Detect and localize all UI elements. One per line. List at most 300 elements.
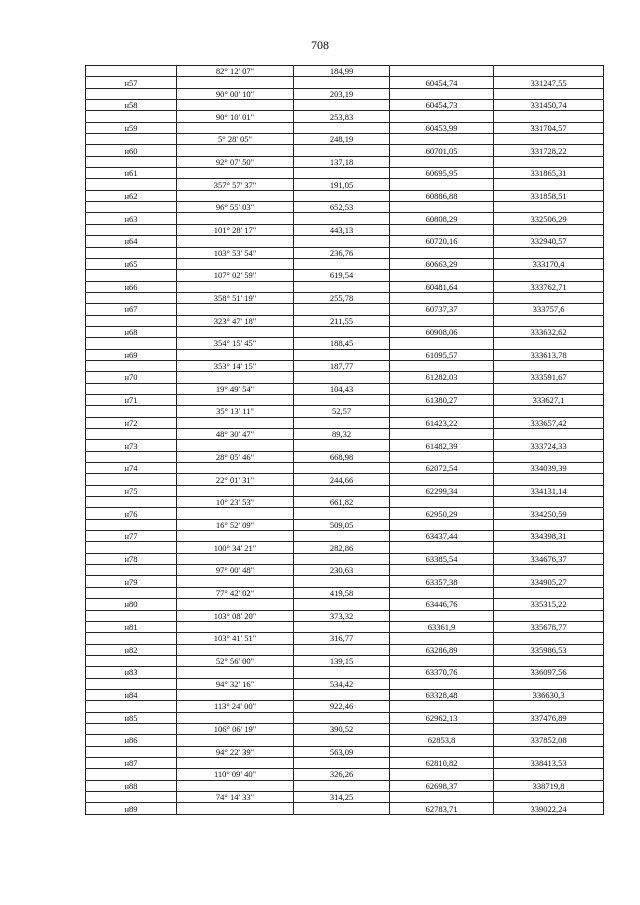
distance-cell: 326,26 xyxy=(294,769,390,780)
empty-cell xyxy=(177,213,294,224)
empty-cell xyxy=(177,258,294,269)
direction-angle-cell: 82° 12' 07" xyxy=(177,66,294,77)
segment-row xyxy=(86,542,604,553)
empty-cell xyxy=(294,77,390,88)
point-label-cell: н81 xyxy=(86,621,177,632)
distance-cell: 211,55 xyxy=(294,315,390,326)
segment-row xyxy=(86,633,604,644)
distance-cell: 922,46 xyxy=(294,701,390,712)
point-row xyxy=(86,281,604,292)
point-label-cell: н65 xyxy=(86,258,177,269)
empty-cell xyxy=(177,304,294,315)
empty-cell xyxy=(177,463,294,474)
point-label-cell: н77 xyxy=(86,531,177,542)
empty-cell xyxy=(494,723,604,734)
empty-cell xyxy=(494,701,604,712)
x-coordinate-cell: 63361,9 xyxy=(390,621,494,632)
y-coordinate-cell: 335986,53 xyxy=(494,644,604,655)
distance-cell: 236,76 xyxy=(294,247,390,258)
empty-cell xyxy=(294,372,390,383)
empty-cell xyxy=(86,519,177,530)
segment-row xyxy=(86,723,604,734)
empty-cell xyxy=(390,270,494,281)
empty-cell xyxy=(494,678,604,689)
empty-cell xyxy=(177,394,294,405)
empty-cell xyxy=(177,712,294,723)
empty-cell xyxy=(86,202,177,213)
segment-row xyxy=(86,338,604,349)
point-row xyxy=(86,531,604,542)
point-label-cell: н84 xyxy=(86,689,177,700)
y-coordinate-cell: 331858,51 xyxy=(494,190,604,201)
point-label-cell: н79 xyxy=(86,576,177,587)
y-coordinate-cell: 333591,67 xyxy=(494,372,604,383)
y-coordinate-cell: 334039,39 xyxy=(494,463,604,474)
distance-cell: 652,53 xyxy=(294,202,390,213)
page-number: 708 xyxy=(311,38,329,52)
empty-cell xyxy=(494,292,604,303)
empty-cell xyxy=(86,360,177,371)
empty-cell xyxy=(86,451,177,462)
distance-cell: 314,25 xyxy=(294,792,390,803)
point-label-cell: н73 xyxy=(86,440,177,451)
empty-cell xyxy=(177,735,294,746)
empty-cell xyxy=(494,497,604,508)
empty-cell xyxy=(177,349,294,360)
point-label-cell: н71 xyxy=(86,394,177,405)
empty-cell xyxy=(294,621,390,632)
distance-cell: 390,52 xyxy=(294,723,390,734)
segment-row xyxy=(86,746,604,757)
y-coordinate-cell: 337476,89 xyxy=(494,712,604,723)
empty-cell xyxy=(177,190,294,201)
empty-cell xyxy=(390,202,494,213)
empty-cell xyxy=(390,519,494,530)
empty-cell xyxy=(177,122,294,133)
direction-angle-cell: 5° 28' 05" xyxy=(177,134,294,145)
point-row xyxy=(86,100,604,111)
empty-cell xyxy=(86,88,177,99)
segment-row xyxy=(86,270,604,281)
distance-cell: 184,99 xyxy=(294,66,390,77)
distance-cell: 661,82 xyxy=(294,497,390,508)
empty-cell xyxy=(86,701,177,712)
point-row xyxy=(86,553,604,564)
empty-cell xyxy=(494,474,604,485)
y-coordinate-cell: 334676,37 xyxy=(494,553,604,564)
empty-cell xyxy=(294,667,390,678)
y-coordinate-cell: 334398,31 xyxy=(494,531,604,542)
point-row xyxy=(86,508,604,519)
point-row xyxy=(86,349,604,360)
point-label-cell: н67 xyxy=(86,304,177,315)
empty-cell xyxy=(86,179,177,190)
point-label-cell: н68 xyxy=(86,326,177,337)
empty-cell xyxy=(390,542,494,553)
empty-cell xyxy=(390,156,494,167)
y-coordinate-cell: 336097,56 xyxy=(494,667,604,678)
y-coordinate-cell: 331247,55 xyxy=(494,77,604,88)
empty-cell xyxy=(294,100,390,111)
point-label-cell: н61 xyxy=(86,168,177,179)
coordinates-table-body xyxy=(86,66,604,815)
point-label-cell: н57 xyxy=(86,77,177,88)
empty-cell xyxy=(177,553,294,564)
x-coordinate-cell: 61423,22 xyxy=(390,417,494,428)
y-coordinate-cell: 339022,24 xyxy=(494,803,604,814)
empty-cell xyxy=(390,474,494,485)
y-coordinate-cell: 333613,78 xyxy=(494,349,604,360)
y-coordinate-cell: 338719,8 xyxy=(494,780,604,791)
empty-cell xyxy=(177,667,294,678)
empty-cell xyxy=(86,587,177,598)
distance-cell: 230,63 xyxy=(294,565,390,576)
point-label-cell: н63 xyxy=(86,213,177,224)
x-coordinate-cell: 60663,29 xyxy=(390,258,494,269)
direction-angle-cell: 35° 13' 11" xyxy=(177,406,294,417)
segment-row xyxy=(86,88,604,99)
x-coordinate-cell: 63446,76 xyxy=(390,599,494,610)
y-coordinate-cell: 333627,1 xyxy=(494,394,604,405)
direction-angle-cell: 103° 53' 54" xyxy=(177,247,294,258)
point-label-cell: н78 xyxy=(86,553,177,564)
y-coordinate-cell: 336630,3 xyxy=(494,689,604,700)
direction-angle-cell: 113° 24' 00" xyxy=(177,701,294,712)
empty-cell xyxy=(177,77,294,88)
distance-cell: 52,57 xyxy=(294,406,390,417)
x-coordinate-cell: 62072,54 xyxy=(390,463,494,474)
point-row xyxy=(86,190,604,201)
y-coordinate-cell: 332506,29 xyxy=(494,213,604,224)
direction-angle-cell: 19° 49' 54" xyxy=(177,383,294,394)
x-coordinate-cell: 62962,13 xyxy=(390,712,494,723)
direction-angle-cell: 357° 57' 37" xyxy=(177,179,294,190)
segment-row xyxy=(86,406,604,417)
y-coordinate-cell: 333762,71 xyxy=(494,281,604,292)
empty-cell xyxy=(86,156,177,167)
empty-cell xyxy=(86,633,177,644)
segment-row xyxy=(86,474,604,485)
y-coordinate-cell: 334250,59 xyxy=(494,508,604,519)
direction-angle-cell: 94° 22' 39" xyxy=(177,746,294,757)
y-coordinate-cell: 338413,53 xyxy=(494,757,604,768)
empty-cell xyxy=(86,746,177,757)
empty-cell xyxy=(177,440,294,451)
segment-row xyxy=(86,247,604,258)
distance-cell: 137,18 xyxy=(294,156,390,167)
empty-cell xyxy=(294,735,390,746)
empty-cell xyxy=(294,349,390,360)
empty-cell xyxy=(86,406,177,417)
point-label-cell: н72 xyxy=(86,417,177,428)
point-row xyxy=(86,304,604,315)
empty-cell xyxy=(177,599,294,610)
empty-cell xyxy=(494,451,604,462)
segment-row xyxy=(86,383,604,394)
point-label-cell: н62 xyxy=(86,190,177,201)
distance-cell: 534,42 xyxy=(294,678,390,689)
empty-cell xyxy=(294,236,390,247)
point-row xyxy=(86,689,604,700)
empty-cell xyxy=(390,179,494,190)
empty-cell xyxy=(177,417,294,428)
direction-angle-cell: 358° 51' 19" xyxy=(177,292,294,303)
empty-cell xyxy=(494,769,604,780)
segment-row xyxy=(86,315,604,326)
empty-cell xyxy=(177,508,294,519)
empty-cell xyxy=(294,463,390,474)
point-label-cell: н59 xyxy=(86,122,177,133)
segment-row xyxy=(86,292,604,303)
empty-cell xyxy=(86,678,177,689)
x-coordinate-cell: 60481,64 xyxy=(390,281,494,292)
empty-cell xyxy=(177,644,294,655)
y-coordinate-cell: 331450,74 xyxy=(494,100,604,111)
empty-cell xyxy=(390,315,494,326)
point-label-cell: н88 xyxy=(86,780,177,791)
empty-cell xyxy=(294,531,390,542)
empty-cell xyxy=(177,485,294,496)
distance-cell: 619,54 xyxy=(294,270,390,281)
empty-cell xyxy=(494,247,604,258)
empty-cell xyxy=(390,224,494,235)
empty-cell xyxy=(177,621,294,632)
empty-cell xyxy=(494,746,604,757)
empty-cell xyxy=(86,292,177,303)
empty-cell xyxy=(494,270,604,281)
empty-cell xyxy=(390,610,494,621)
segment-row xyxy=(86,497,604,508)
direction-angle-cell: 110° 09' 40" xyxy=(177,769,294,780)
distance-cell: 191,05 xyxy=(294,179,390,190)
empty-cell xyxy=(390,497,494,508)
point-label-cell: н64 xyxy=(86,236,177,247)
empty-cell xyxy=(494,633,604,644)
empty-cell xyxy=(494,134,604,145)
segment-row xyxy=(86,678,604,689)
y-coordinate-cell: 334905,27 xyxy=(494,576,604,587)
x-coordinate-cell: 60454,74 xyxy=(390,77,494,88)
distance-cell: 203,19 xyxy=(294,88,390,99)
empty-cell xyxy=(177,236,294,247)
point-row xyxy=(86,463,604,474)
empty-cell xyxy=(494,383,604,394)
empty-cell xyxy=(390,633,494,644)
distance-cell: 104,43 xyxy=(294,383,390,394)
segment-row xyxy=(86,655,604,666)
empty-cell xyxy=(494,202,604,213)
empty-cell xyxy=(390,360,494,371)
empty-cell xyxy=(494,360,604,371)
y-coordinate-cell: 333724,33 xyxy=(494,440,604,451)
empty-cell xyxy=(177,372,294,383)
direction-angle-cell: 16° 52' 09" xyxy=(177,519,294,530)
direction-angle-cell: 90° 00' 10" xyxy=(177,88,294,99)
empty-cell xyxy=(177,326,294,337)
empty-cell xyxy=(86,792,177,803)
segment-row xyxy=(86,565,604,576)
empty-cell xyxy=(494,406,604,417)
empty-cell xyxy=(86,769,177,780)
direction-angle-cell: 103° 08' 20" xyxy=(177,610,294,621)
distance-cell: 316,77 xyxy=(294,633,390,644)
point-row xyxy=(86,485,604,496)
empty-cell xyxy=(294,599,390,610)
segment-row xyxy=(86,179,604,190)
direction-angle-cell: 107° 02' 59" xyxy=(177,270,294,281)
x-coordinate-cell: 63370,76 xyxy=(390,667,494,678)
empty-cell xyxy=(494,565,604,576)
x-coordinate-cell: 60695,95 xyxy=(390,168,494,179)
empty-cell xyxy=(390,429,494,440)
point-label-cell: н80 xyxy=(86,599,177,610)
empty-cell xyxy=(494,66,604,77)
empty-cell xyxy=(294,417,390,428)
empty-cell xyxy=(86,474,177,485)
x-coordinate-cell: 62810,82 xyxy=(390,757,494,768)
y-coordinate-cell: 333757,6 xyxy=(494,304,604,315)
direction-angle-cell: 106° 06' 19" xyxy=(177,723,294,734)
empty-cell xyxy=(494,519,604,530)
empty-cell xyxy=(86,134,177,145)
empty-cell xyxy=(294,757,390,768)
empty-cell xyxy=(494,429,604,440)
x-coordinate-cell: 62783,71 xyxy=(390,803,494,814)
empty-cell xyxy=(294,122,390,133)
segment-row xyxy=(86,66,604,77)
direction-angle-cell: 97° 00' 48" xyxy=(177,565,294,576)
empty-cell xyxy=(86,655,177,666)
empty-cell xyxy=(494,179,604,190)
empty-cell xyxy=(86,723,177,734)
point-label-cell: н58 xyxy=(86,100,177,111)
empty-cell xyxy=(86,429,177,440)
segment-row xyxy=(86,134,604,145)
segment-row xyxy=(86,587,604,598)
distance-cell: 253,83 xyxy=(294,111,390,122)
point-row xyxy=(86,258,604,269)
empty-cell xyxy=(390,88,494,99)
x-coordinate-cell: 60720,16 xyxy=(390,236,494,247)
distance-cell: 248,19 xyxy=(294,134,390,145)
direction-angle-cell: 74° 14' 33" xyxy=(177,792,294,803)
distance-cell: 282,86 xyxy=(294,542,390,553)
point-label-cell: н69 xyxy=(86,349,177,360)
empty-cell xyxy=(390,655,494,666)
point-row xyxy=(86,372,604,383)
x-coordinate-cell: 61482,39 xyxy=(390,440,494,451)
x-coordinate-cell: 62950,29 xyxy=(390,508,494,519)
y-coordinate-cell: 334131,14 xyxy=(494,485,604,496)
empty-cell xyxy=(390,383,494,394)
direction-angle-cell: 77° 42' 02" xyxy=(177,587,294,598)
y-coordinate-cell: 332940,57 xyxy=(494,236,604,247)
empty-cell xyxy=(86,270,177,281)
empty-cell xyxy=(86,383,177,394)
direction-angle-cell: 52° 56' 00" xyxy=(177,655,294,666)
distance-cell: 373,32 xyxy=(294,610,390,621)
empty-cell xyxy=(494,792,604,803)
point-label-cell: н86 xyxy=(86,735,177,746)
segment-row xyxy=(86,451,604,462)
point-row xyxy=(86,440,604,451)
empty-cell xyxy=(86,610,177,621)
direction-angle-cell: 22° 01' 31" xyxy=(177,474,294,485)
empty-cell xyxy=(294,394,390,405)
empty-cell xyxy=(294,190,390,201)
point-label-cell: н85 xyxy=(86,712,177,723)
distance-cell: 187,77 xyxy=(294,360,390,371)
empty-cell xyxy=(390,792,494,803)
direction-angle-cell: 354° 15' 45" xyxy=(177,338,294,349)
empty-cell xyxy=(177,803,294,814)
point-label-cell: н74 xyxy=(86,463,177,474)
point-label-cell: н82 xyxy=(86,644,177,655)
segment-row xyxy=(86,111,604,122)
empty-cell xyxy=(390,587,494,598)
point-row xyxy=(86,712,604,723)
direction-angle-cell: 323° 47' 18" xyxy=(177,315,294,326)
segment-row xyxy=(86,429,604,440)
empty-cell xyxy=(494,542,604,553)
direction-angle-cell: 100° 34' 21" xyxy=(177,542,294,553)
direction-angle-cell: 90° 10' 01" xyxy=(177,111,294,122)
y-coordinate-cell: 335315,22 xyxy=(494,599,604,610)
empty-cell xyxy=(177,531,294,542)
direction-angle-cell: 28° 05' 46" xyxy=(177,451,294,462)
empty-cell xyxy=(294,712,390,723)
empty-cell xyxy=(294,508,390,519)
y-coordinate-cell: 333170,4 xyxy=(494,258,604,269)
distance-cell: 668,98 xyxy=(294,451,390,462)
point-row xyxy=(86,644,604,655)
empty-cell xyxy=(390,769,494,780)
segment-row xyxy=(86,202,604,213)
empty-cell xyxy=(294,689,390,700)
empty-cell xyxy=(494,88,604,99)
direction-angle-cell: 353° 14' 15" xyxy=(177,360,294,371)
empty-cell xyxy=(294,145,390,156)
x-coordinate-cell: 62698,37 xyxy=(390,780,494,791)
point-row xyxy=(86,621,604,632)
point-row xyxy=(86,77,604,88)
empty-cell xyxy=(294,780,390,791)
empty-cell xyxy=(390,723,494,734)
empty-cell xyxy=(294,168,390,179)
empty-cell xyxy=(86,542,177,553)
y-coordinate-cell: 333657,42 xyxy=(494,417,604,428)
empty-cell xyxy=(177,281,294,292)
empty-cell xyxy=(390,746,494,757)
point-row xyxy=(86,168,604,179)
y-coordinate-cell: 331728,22 xyxy=(494,145,604,156)
empty-cell xyxy=(86,497,177,508)
empty-cell xyxy=(390,292,494,303)
segment-row xyxy=(86,792,604,803)
empty-cell xyxy=(177,689,294,700)
empty-cell xyxy=(86,338,177,349)
empty-cell xyxy=(390,134,494,145)
point-row xyxy=(86,757,604,768)
empty-cell xyxy=(494,587,604,598)
point-label-cell: н76 xyxy=(86,508,177,519)
direction-angle-cell: 103° 41' 51" xyxy=(177,633,294,644)
distance-cell: 89,32 xyxy=(294,429,390,440)
empty-cell xyxy=(294,644,390,655)
empty-cell xyxy=(86,247,177,258)
empty-cell xyxy=(294,803,390,814)
x-coordinate-cell: 60808,29 xyxy=(390,213,494,224)
